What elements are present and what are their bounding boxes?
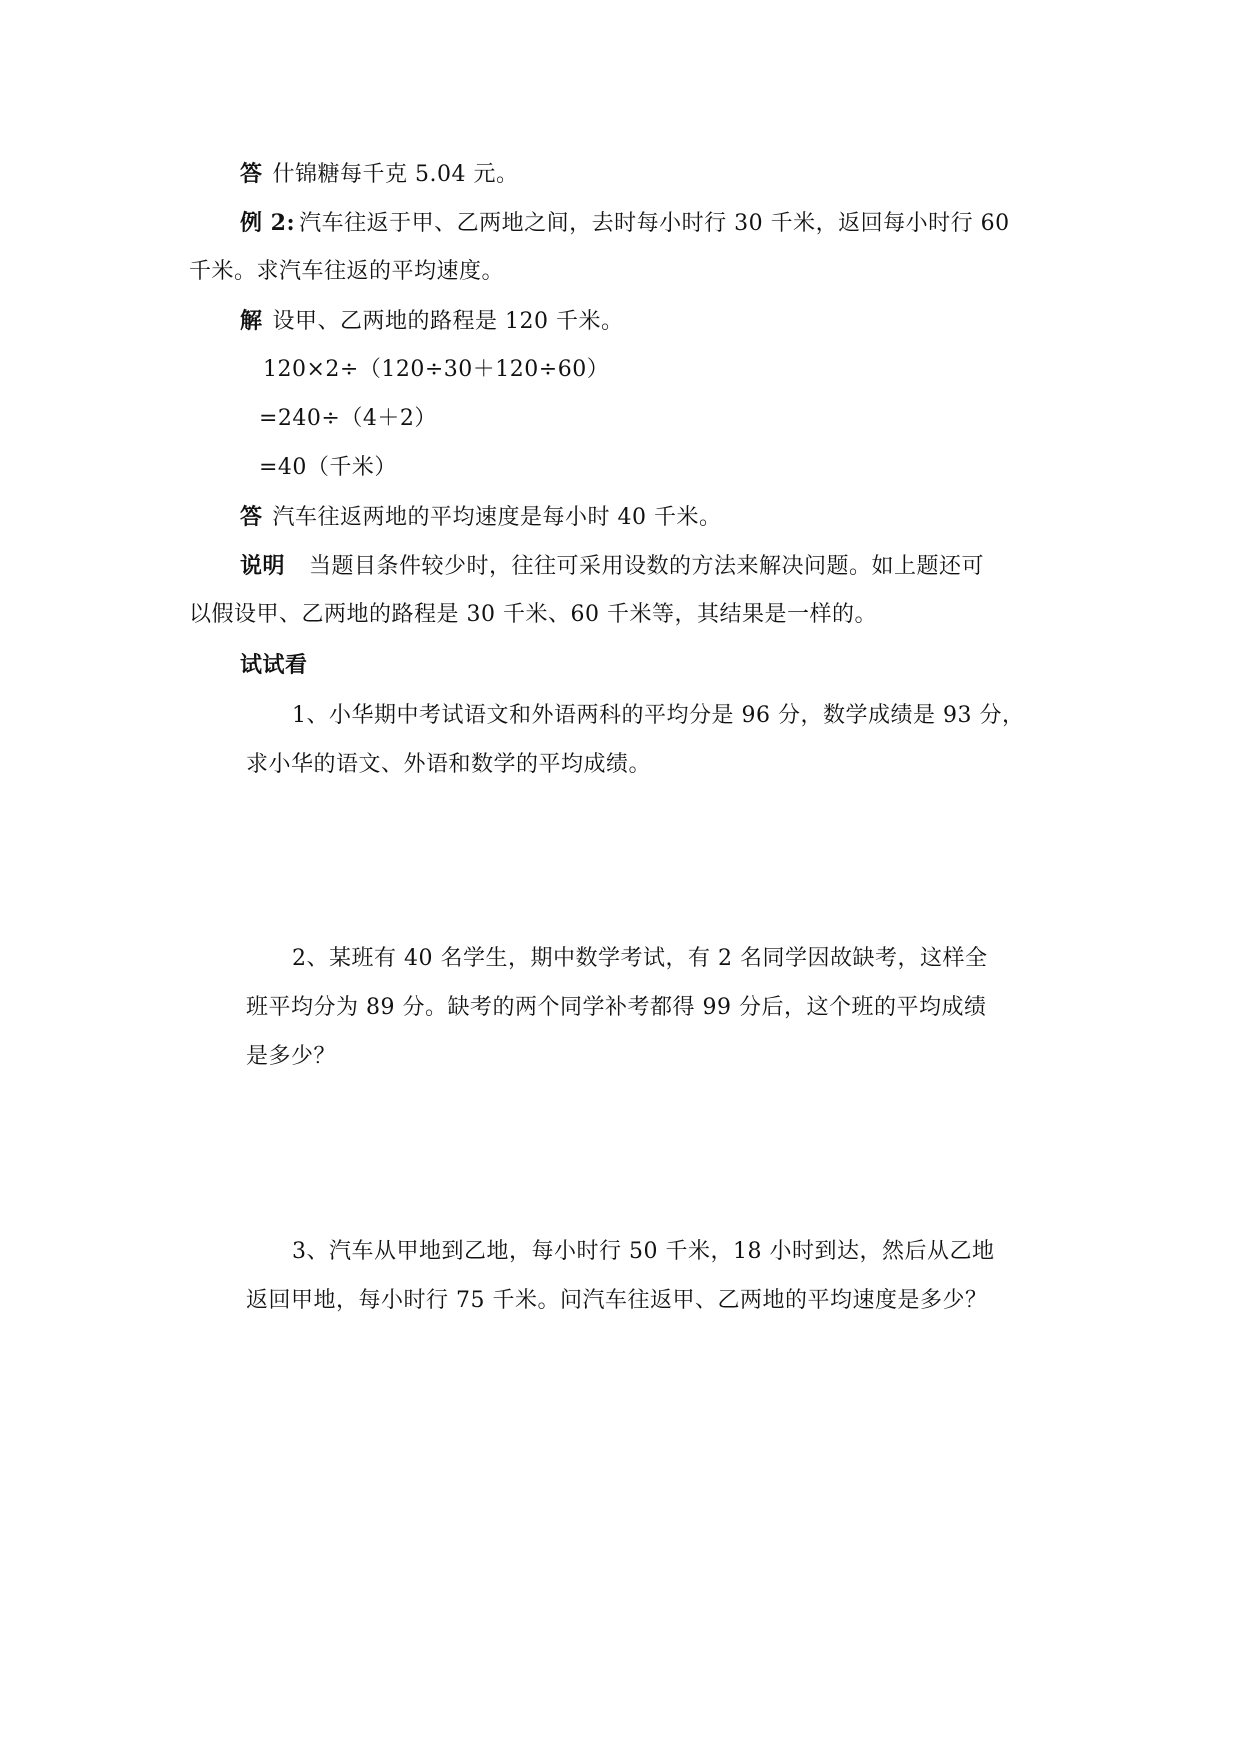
practice-heading: 试试看	[240, 652, 308, 678]
calculation-line-1: 120×2÷（120÷30＋120÷60）	[263, 357, 610, 382]
answer-2-text: 汽车往返两地的平均速度是每小时 40 千米。	[272, 505, 722, 530]
question-1-line-2: 求小华的语文、外语和数学的平均成绩。	[246, 752, 652, 777]
question-2-line-2: 班平均分为 89 分。缺考的两个同学补考都得 99 分后，这个班的平均成绩	[246, 995, 987, 1020]
example-label: 例 2:	[240, 210, 296, 236]
answer-label: 答	[240, 161, 263, 187]
note-text-1: 当题目条件较少时，往往可采用设数的方法来解决问题。如上题还可	[309, 554, 985, 579]
example-2-text-1: 汽车往返于甲、乙两地之间，去时每小时行 30 千米，返回每小时行 60	[299, 211, 1010, 236]
answer-label: 答	[240, 504, 263, 530]
answer-1-text: 什锦糖每千克 5.04 元。	[272, 162, 519, 187]
example-2-line-1	[240, 208, 1010, 239]
calculation-line-2: =240÷（4＋2）	[259, 406, 437, 431]
answer-1-line	[240, 159, 519, 190]
solution-text: 设甲、乙两地的路程是 120 千米。	[272, 309, 624, 334]
question-3-line-2: 返回甲地，每小时行 75 千米。问汽车往返甲、乙两地的平均速度是多少？	[246, 1288, 988, 1313]
example-2-line-2: 千米。求汽车往返的平均速度。	[189, 259, 505, 284]
answer-2-line	[240, 502, 722, 533]
solution-label: 解	[240, 308, 263, 334]
calculation-line-3: =40（千米）	[259, 455, 397, 480]
solution-line	[240, 306, 624, 337]
note-line-1	[240, 551, 984, 582]
question-3-line-1: 3、汽车从甲地到乙地，每小时行 50 千米，18 小时到达，然后从乙地	[292, 1239, 995, 1264]
question-1-line-1: 1、小华期中考试语文和外语两科的平均分是 96 分，数学成绩是 93 分，	[292, 703, 1025, 728]
note-line-2: 以假设甲、乙两地的路程是 30 千米、60 千米等，其结果是一样的。	[189, 602, 877, 627]
note-label: 说明	[240, 553, 286, 579]
question-2-line-1: 2、某班有 40 名学生，期中数学考试，有 2 名同学因故缺考，这样全	[292, 946, 988, 971]
question-2-line-3: 是多少？	[246, 1044, 337, 1069]
